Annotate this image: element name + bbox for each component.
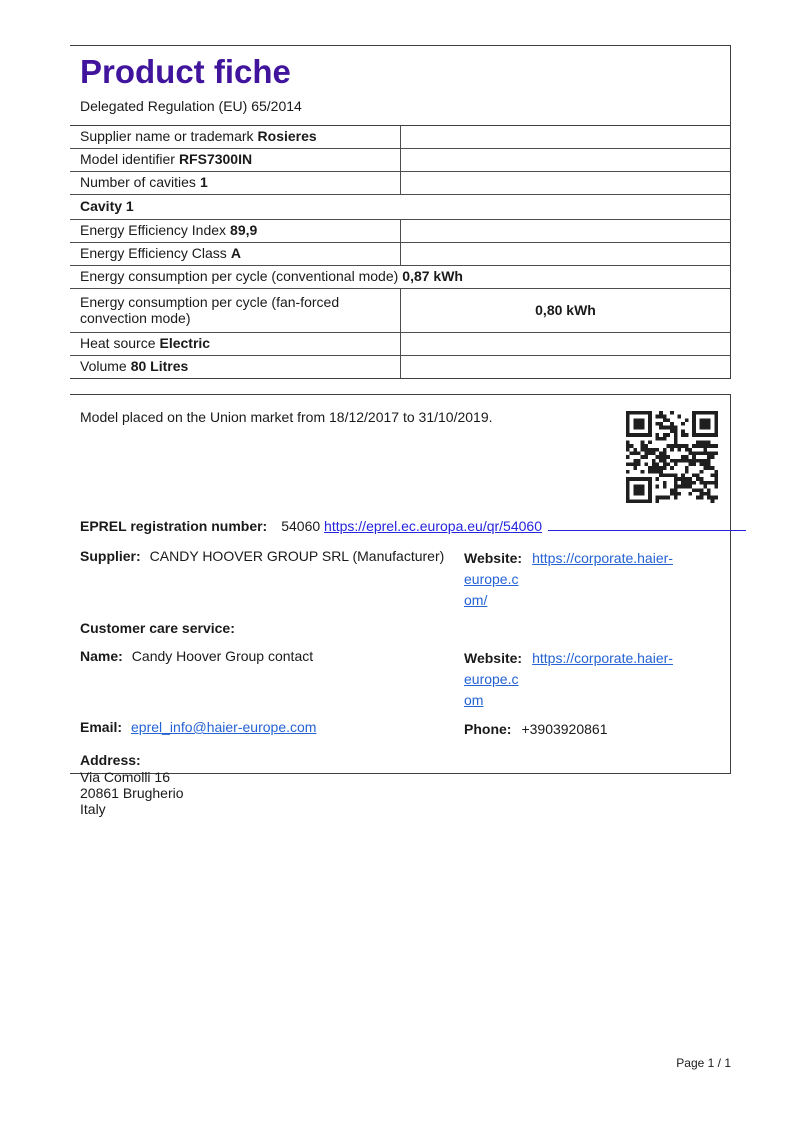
fiche-row-eei (70, 220, 730, 243)
customer-care-heading: Customer care service: (80, 620, 235, 636)
email-link[interactable]: eprel_info@haier-europe.com (131, 719, 317, 735)
empty-cell (401, 356, 730, 378)
row-value: 80 Litres (130, 358, 189, 374)
row-value: 0,87 kWh (402, 268, 463, 284)
row-value: Rosieres (257, 128, 317, 144)
row-label: Energy Efficiency Class (80, 245, 227, 261)
eprel-label: EPREL registration number: (80, 518, 268, 534)
row-value: A (230, 245, 241, 261)
qr-code (624, 409, 720, 505)
fiche-row-heat-source (70, 333, 730, 356)
fiche-row-volume (70, 356, 730, 378)
supplier-row (80, 548, 720, 611)
row-label: Model identifier (80, 151, 175, 167)
eprel-underline (548, 530, 746, 531)
row-value: 89,9 (230, 222, 258, 238)
empty-cell (401, 243, 730, 265)
page-title: Product fiche (80, 53, 291, 90)
eprel-registration-line (80, 518, 720, 535)
address-label: Address: (80, 752, 141, 768)
product-fiche-box (70, 45, 731, 379)
website-label: Website: (464, 550, 523, 566)
fiche-row-fan-forced (70, 289, 730, 333)
phone-number: +3903920861 (521, 721, 608, 737)
empty-cell (401, 172, 730, 194)
row-label: Volume (80, 358, 127, 374)
row-value: RFS7300IN (178, 151, 253, 167)
website-label: Website: (464, 650, 523, 666)
section-header: Cavity 1 (80, 198, 134, 214)
phone-label: Phone: (464, 721, 512, 737)
supplier-website-link[interactable]: https://corporate.haier-europe.c om/ (464, 550, 673, 608)
row-value: Electric (159, 335, 211, 351)
fiche-row-cavity-header (70, 195, 730, 220)
row-label: Heat source (80, 335, 156, 351)
email-label: Email: (80, 719, 123, 735)
row-value: 0,80 kWh (535, 302, 596, 318)
supplier-label: Supplier: (80, 548, 141, 564)
contact-name-row (80, 648, 720, 711)
row-label: Energy consumption per cycle (conventional mode) (80, 268, 399, 284)
address-line: 20861 Brugherio (80, 785, 184, 801)
empty-cell (401, 220, 730, 242)
eprel-number: 54060 (281, 518, 321, 534)
empty-cell (401, 149, 730, 171)
row-label: Number of cavities (80, 174, 196, 190)
fiche-row-cavities (70, 172, 730, 195)
address-block (80, 752, 720, 817)
document-page (70, 45, 731, 817)
fiche-row-eec (70, 243, 730, 266)
fiche-row-supplier (70, 126, 730, 149)
page-number: Page 1 / 1 (676, 1056, 731, 1070)
care-website-link[interactable]: https://corporate.haier-europe.c om (464, 650, 673, 708)
supplier-name: CANDY HOOVER GROUP SRL (Manufacturer) (149, 548, 445, 564)
row-label: Supplier name or trademark (80, 128, 254, 144)
fiche-row-model (70, 149, 730, 172)
row-label: Energy Efficiency Index (80, 222, 227, 238)
contact-name: Candy Hoover Group contact (131, 648, 314, 664)
address-line: Via Comolli 16 (80, 769, 171, 785)
row-value: 1 (199, 174, 208, 190)
regulation-subtitle: Delegated Regulation (EU) 65/2014 (80, 98, 302, 114)
address-line: Italy (80, 801, 106, 817)
empty-cell (401, 333, 730, 355)
empty-cell (401, 126, 730, 148)
contact-email-row (80, 719, 720, 740)
market-period-text: Model placed on the Union market from 18/12/2017 to 31/10/2019. (80, 409, 493, 425)
fiche-row-conventional (70, 266, 730, 289)
row-label: Energy consumption per cycle (fan-forced convection mode) (70, 289, 401, 332)
eprel-link[interactable]: https://eprel.ec.europa.eu/qr/54060 (324, 518, 542, 534)
title-block (70, 46, 730, 126)
supplier-details-box (70, 394, 731, 817)
name-label: Name: (80, 648, 123, 664)
